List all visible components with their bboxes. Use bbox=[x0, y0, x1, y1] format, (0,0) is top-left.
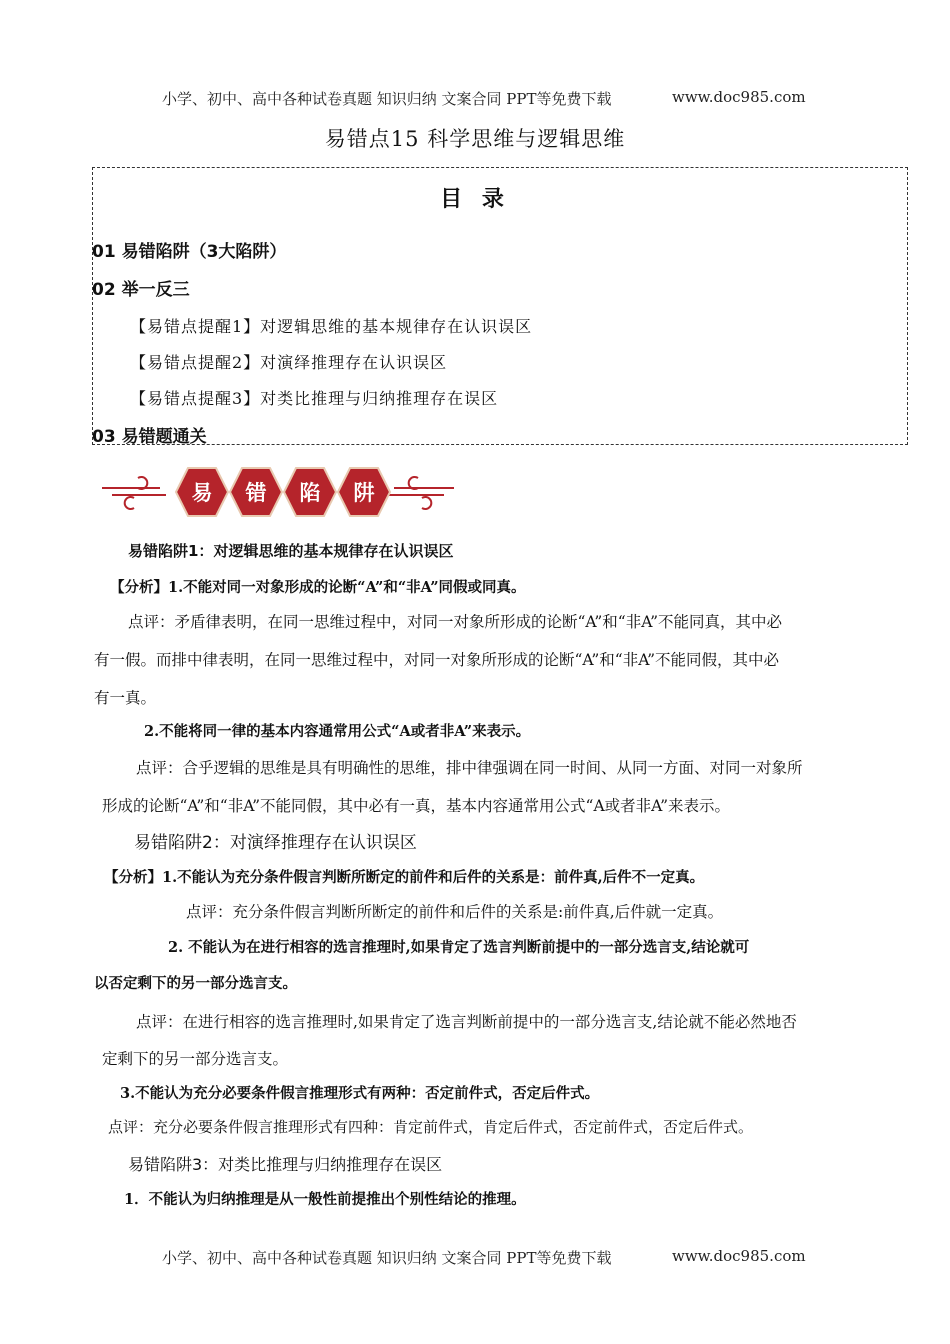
banner-deco-swirl bbox=[422, 497, 431, 509]
toc-heading: 目 录 bbox=[440, 187, 510, 212]
trap2-comment3: 点评：充分必要条件假言推理形式有四种：肯定前件式，肯定后件式，否定前件式，否定后件式。 bbox=[108, 1118, 754, 1136]
toc-item-3[interactable]: 【易错点提醒3】对类比推理与归纳推理存在误区 bbox=[130, 389, 499, 408]
footer-site-text: 小学、初中、高中各种试卷真题 知识归纳 文案合同 PPT等免费下载 bbox=[162, 1249, 612, 1267]
trap1-analysis: 【分析】1.不能对同一对象形成的论断“A”和“非A”同假或同真。 bbox=[110, 579, 526, 596]
trap1-comment2-line1: 点评：合乎逻辑的思维是具有明确性的思维，排中律强调在同一时间、从同一方面、对同一对象所 bbox=[136, 759, 803, 777]
banner-char-3: 陷 bbox=[299, 481, 321, 505]
trap2-heading: 易错陷阱2：对演绎推理存在认识误区 bbox=[134, 833, 417, 853]
header-site-text: 小学、初中、高中各种试卷真题 知识归纳 文案合同 PPT等免费下载 bbox=[162, 90, 612, 108]
trap-banner bbox=[98, 460, 458, 524]
banner-char-1: 易 bbox=[191, 481, 213, 505]
banner-char-4: 阱 bbox=[353, 481, 375, 505]
trap3-heading: 易错陷阱3：对类比推理与归纳推理存在误区 bbox=[128, 1155, 443, 1174]
header-url[interactable]: www.doc985.com bbox=[672, 88, 806, 106]
toc-section-2[interactable]: 02 举一反三 bbox=[92, 280, 190, 300]
trap1-comment1-line3: 有一真。 bbox=[94, 689, 157, 707]
trap2-point2-line1: 2. 不能认为在进行相容的选言推理时,如果肯定了选言判断前提中的一部分选言支,结论就可 bbox=[168, 939, 750, 956]
trap2-point3: 3.不能认为充分必要条件假言推理形式有两种：否定前件式，否定后件式。 bbox=[120, 1085, 600, 1102]
trap2-comment1: 点评：充分条件假言判断所断定的前件和后件的关系是:前件真,后件就一定真。 bbox=[186, 903, 724, 921]
toc-section-3[interactable]: 03 易错题通关 bbox=[92, 427, 207, 447]
trap1-comment1-line2: 有一假。而排中律表明，在同一思维过程中，对同一对象所形成的论断“A”和“非A”不能同假，其中必 bbox=[94, 651, 780, 669]
toc-section-1[interactable]: 01 易错陷阱（3大陷阱） bbox=[92, 242, 287, 262]
footer-url[interactable]: www.doc985.com bbox=[672, 1247, 806, 1265]
trap1-comment2-line2: 形成的论断“A”和“非A”不能同假，其中必有一真，基本内容通常用公式“A或者非A”来表示。 bbox=[102, 797, 730, 815]
banner-deco-swirl bbox=[125, 497, 134, 509]
trap2-comment2-line2: 定剩下的另一部分选言支。 bbox=[102, 1050, 289, 1068]
trap1-point2: 2.不能将同一律的基本内容通常用公式“A或者非A”来表示。 bbox=[144, 723, 531, 740]
trap3-point1: 1．不能认为归纳推理是从一般性前提推出个别性结论的推理。 bbox=[124, 1191, 526, 1208]
trap2-comment2-line1: 点评：在进行相容的选言推理时,如果肯定了选言判断前提中的一部分选言支,结论就不能必然地否 bbox=[136, 1013, 797, 1031]
toc-item-2[interactable]: 【易错点提醒2】对演绎推理存在认识误区 bbox=[130, 353, 448, 372]
toc-item-1[interactable]: 【易错点提醒1】对逻辑思维的基本规律存在认识误区 bbox=[130, 317, 533, 336]
trap1-comment1-line1: 点评：矛盾律表明，在同一思维过程中，对同一对象所形成的论断“A”和“非A”不能同真，其中必 bbox=[128, 613, 783, 631]
trap1-heading: 易错陷阱1：对逻辑思维的基本规律存在认识误区 bbox=[128, 542, 454, 560]
trap2-point2-line2: 以否定剩下的另一部分选言支。 bbox=[94, 975, 297, 992]
banner-char-2: 错 bbox=[245, 481, 267, 505]
page-title: 易错点15 科学思维与逻辑思维 bbox=[324, 127, 626, 151]
trap2-analysis: 【分析】1.不能认为充分条件假言判断所断定的前件和后件的关系是：前件真,后件不一定真。 bbox=[104, 869, 705, 886]
